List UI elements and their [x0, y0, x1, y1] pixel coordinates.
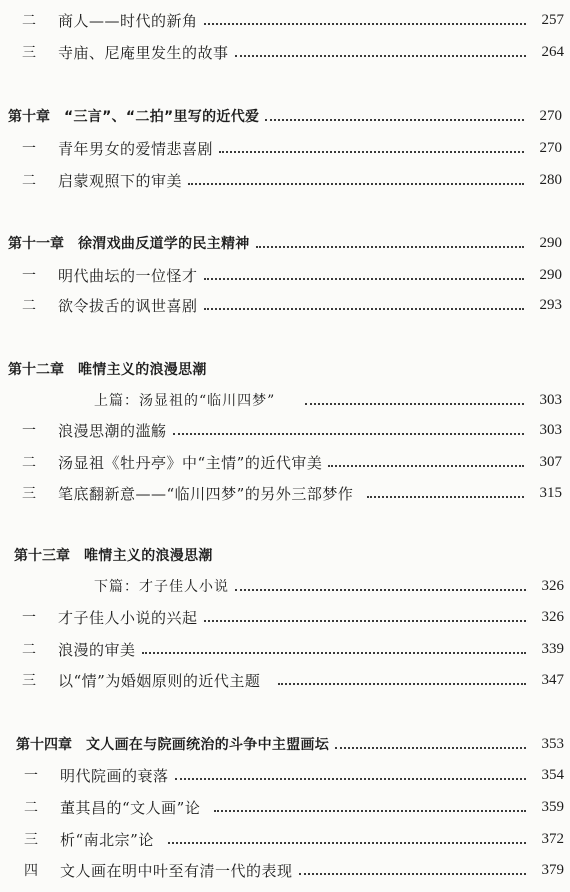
chapter-title: “三言”、“二拍”里写的近代爱	[64, 109, 260, 125]
leader-dots	[214, 810, 526, 812]
part-heading[interactable]	[0, 387, 570, 413]
entry-page: 290	[539, 266, 562, 283]
leader-dots	[188, 183, 524, 185]
entry-number: 三	[22, 486, 36, 502]
toc-entry[interactable]	[0, 39, 570, 65]
entry-title: 浪漫思潮的滥觞	[58, 421, 167, 440]
chapter-heading[interactable]	[0, 731, 570, 757]
entry-number: 一	[22, 141, 36, 157]
entry-number: 一	[24, 768, 38, 784]
entry-number: 二	[22, 173, 36, 189]
entry-title: 启蒙观照下的审美	[58, 171, 183, 190]
toc-entry[interactable]	[0, 292, 570, 318]
entry-number: 三	[24, 832, 38, 848]
leader-dots	[265, 119, 524, 121]
entry-page: 280	[539, 171, 562, 188]
chapter-title: 文人画在与院画统治的斗争中主盟画坛	[86, 737, 330, 753]
entry-number: 二	[22, 298, 36, 314]
chapter-heading[interactable]	[0, 542, 570, 568]
entry-page: 307	[539, 453, 562, 470]
entry-page: 270	[539, 139, 562, 156]
part-heading[interactable]	[0, 573, 570, 599]
toc-entry[interactable]	[0, 7, 570, 33]
toc-entry[interactable]	[0, 794, 570, 820]
toc-entry[interactable]	[0, 449, 570, 475]
entry-number: 一	[22, 268, 36, 284]
part-page: 326	[541, 577, 564, 594]
entry-number: 一	[22, 610, 36, 626]
chapter-label: 第十四章	[16, 737, 72, 753]
entry-number: 一	[22, 423, 36, 439]
leader-dots	[204, 620, 526, 622]
entry-title: 明代曲坛的一位怪才	[58, 266, 198, 285]
toc-entry[interactable]	[0, 857, 570, 883]
chapter-label: 第十一章	[8, 236, 64, 252]
toc-entry[interactable]	[0, 262, 570, 288]
entry-title: 浪漫的审美	[58, 640, 136, 659]
leader-dots	[219, 151, 524, 153]
toc-entry[interactable]	[0, 480, 570, 506]
leader-dots	[204, 308, 524, 310]
entry-page: 326	[541, 608, 564, 625]
part-title: 上篇：汤显祖的“临川四梦”	[94, 393, 276, 409]
toc-entry[interactable]	[0, 417, 570, 443]
entry-number: 三	[22, 45, 36, 61]
entry-title: 文人画在明中叶至有清一代的表现	[60, 861, 293, 880]
entry-number: 四	[24, 863, 38, 879]
toc-entry[interactable]	[0, 636, 570, 662]
chapter-page: 270	[539, 107, 562, 124]
entry-page: 359	[541, 798, 564, 815]
leader-dots	[335, 747, 526, 749]
chapter-title: 徐渭戏曲反道学的民主精神	[78, 236, 250, 252]
entry-page: 379	[541, 861, 564, 878]
entry-title: 明代院画的衰落	[60, 766, 169, 785]
part-title: 下篇：才子佳人小说	[94, 579, 229, 595]
chapter-heading[interactable]	[0, 230, 570, 256]
entry-number: 二	[22, 455, 36, 471]
entry-page: 339	[541, 640, 564, 657]
toc-entry[interactable]	[0, 604, 570, 630]
entry-title: 青年男女的爱情悲喜剧	[58, 139, 214, 158]
entry-number: 二	[22, 642, 36, 658]
chapter-page: 290	[539, 234, 562, 251]
entry-title: 欲令拔舌的讽世喜剧	[58, 296, 198, 315]
entry-title: 汤显祖《牡丹亭》中“主情”的近代审美	[58, 453, 323, 472]
entry-page: 303	[539, 421, 562, 438]
entry-number: 三	[22, 673, 36, 689]
entry-page: 264	[541, 43, 564, 60]
chapter-label: 第十三章	[14, 548, 70, 564]
leader-dots	[235, 589, 526, 591]
toc-entry[interactable]	[0, 167, 570, 193]
leader-dots	[204, 278, 524, 280]
entry-title: 商人——时代的新角	[58, 11, 198, 30]
leader-dots	[142, 652, 526, 654]
entry-page: 293	[539, 296, 562, 313]
entry-page: 315	[539, 484, 562, 501]
entry-page: 372	[541, 830, 564, 847]
leader-dots	[175, 778, 526, 780]
entry-title: 才子佳人小说的兴起	[58, 608, 198, 627]
leader-dots	[173, 433, 524, 435]
entry-number: 二	[22, 13, 36, 29]
chapter-heading[interactable]	[0, 103, 570, 129]
leader-dots	[367, 496, 524, 498]
entry-title: 析“南北宗”论	[60, 830, 154, 849]
leader-dots	[235, 55, 526, 57]
part-page: 303	[539, 391, 562, 408]
leader-dots	[299, 873, 526, 875]
entry-title: 笔底翻新意——“临川四梦”的另外三部梦作	[58, 484, 354, 503]
entry-number: 二	[24, 800, 38, 816]
entry-page: 347	[541, 671, 564, 688]
chapter-title: 唯情主义的浪漫思潮	[84, 548, 213, 564]
leader-dots	[256, 246, 524, 248]
toc-entry[interactable]	[0, 826, 570, 852]
toc-entry[interactable]	[0, 135, 570, 161]
leader-dots	[204, 23, 526, 25]
entry-page: 354	[541, 766, 564, 783]
leader-dots	[328, 465, 524, 467]
chapter-page: 353	[541, 735, 564, 752]
chapter-label: 第十章	[8, 109, 50, 125]
toc-entry[interactable]	[0, 762, 570, 788]
leader-dots	[168, 842, 526, 844]
chapter-title: 唯情主义的浪漫思潮	[78, 362, 207, 378]
chapter-label: 第十二章	[8, 362, 64, 378]
leader-dots	[305, 403, 524, 405]
chapter-heading[interactable]	[0, 356, 570, 382]
entry-title: 以“情”为婚姻原则的近代主题	[58, 671, 261, 690]
entry-title: 董其昌的“文人画”论	[60, 798, 201, 817]
toc-entry[interactable]	[0, 667, 570, 693]
entry-page: 257	[541, 11, 564, 28]
entry-title: 寺庙、尼庵里发生的故事	[58, 43, 229, 62]
leader-dots	[278, 683, 526, 685]
